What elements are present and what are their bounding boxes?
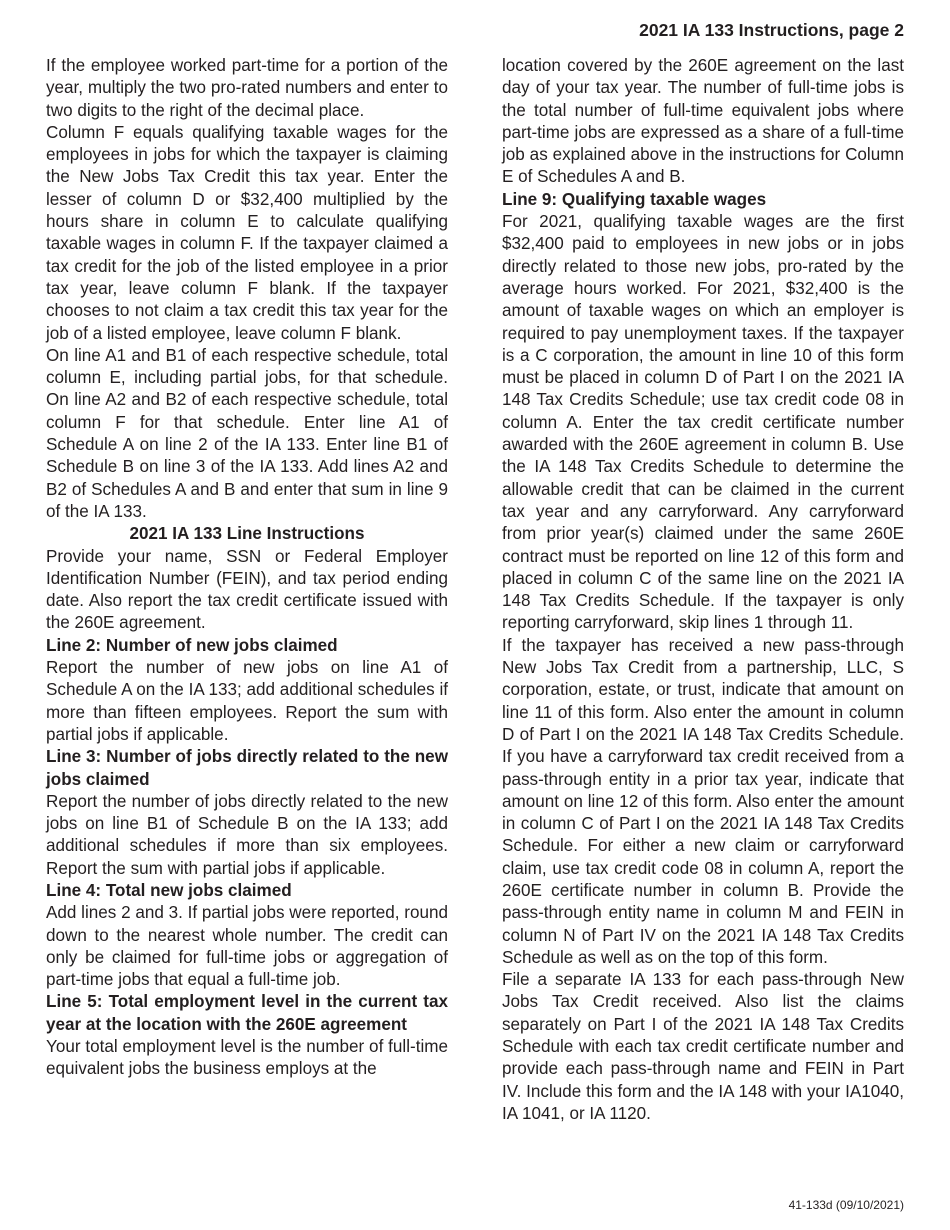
text-line-5: Your total employment level is the number of full-time equivalent jobs the business employs at the xyxy=(46,1037,448,1079)
paragraph-line-totals: On line A1 and B1 of each respective schedule, total column E, including partial jobs, for that schedule. On line A2 and B2 of each respective schedule, total column F for that schedule. Enter line A1 of Schedule A on line 2 of the IA 133. Enter line B1 of Schedule B on line 3 of the IA 133. Add lines A2 and B2 of Schedules A and B and enter that sum in line 9 of the IA 133. xyxy=(46,345,448,521)
page-header-title: 2021 IA 133 Instructions, page 2 xyxy=(639,20,904,40)
heading-line-4: Line 4: Total new jobs claimed xyxy=(46,880,292,900)
text-line-9: For 2021, qualifying taxable wages are the first $32,400 paid to employees in new jobs or in jobs directly related to those new jobs, pro-rated by the average hours worked. For 2021, $32,400 is the amount of taxable wages on which an employer is required to pay unemployment taxes. If the taxpayer is a C corporation, the amount in line 10 of this form must be placed in column D of Part I on the 2021 IA 148 Tax Credits Schedule; use tax credit code 08 in column A. Enter the tax credit certificate number awarded with the 260E agreement in column B. Use the IA 148 Tax Credits Schedule to determine the allowable credit that can be claimed in the current tax year and any carryforward. Any carryforward from prior year(s) claimed under the same 260E contract must be reported on line 12 of this form and placed in column C of the same line on the 2021 IA 148 Tax Credits Schedule. If the taxpayer is only reporting carryforward, skip lines 1 through 11. xyxy=(502,212,904,633)
section-title-line-instructions: 2021 IA 133 Line Instructions xyxy=(129,524,365,544)
paragraph-pass-through: If the taxpayer has received a new pass-through New Jobs Tax Credit from a partnership, LLC, S corporation, estate, or trust, indicate that amount on line 11 of this form. Also enter the amount in column D of Part I on the 2021 IA 148 Tax Credits Schedule. If you have a carryforward tax credit received from a pass-through entity in a prior tax year, indicate that amount on line 12 of this form. Also enter the amount in column C of Part I on the 2021 IA 148 Tax Credits Schedule. For either a new claim or carryforward claim, use tax credit code 08 in column A, report the 260E certificate number in column B. Provide the pass-through entity name in column M and FEIN in column N of Part IV on the 2021 IA 148 Tax Credits Schedule as well as on the top of this form. xyxy=(502,635,904,967)
heading-line-3: Line 3: Number of jobs directly related to the new jobs claimed xyxy=(46,747,448,789)
text-line-2: Report the number of new jobs on line A1 of Schedule A on the IA 133; add additional schedules if more than fifteen employees. Report the sum with partial jobs if applicable. xyxy=(46,658,449,744)
heading-line-5: Line 5: Total employment level in the current tax year at the location with the 260E agreement xyxy=(46,992,448,1034)
left-column xyxy=(46,55,448,1081)
paragraph-location-continued: location covered by the 260E agreement on the last day of your tax year. The number of full-time jobs is the total number of full-time equivalent jobs where part-time jobs are expressed as a share of a full-time job as explained above in the instructions for Column E of Schedules A and B. xyxy=(502,56,904,187)
text-line-4: Add lines 2 and 3. If partial jobs were reported, round down to the nearest whole number. The credit can only be claimed for full-time jobs or aggregation of part-time jobs that equal a full-time job. xyxy=(46,903,448,990)
right-column xyxy=(502,55,904,1125)
paragraph-part-time: If the employee worked part-time for a portion of the year, multiply the two pro-rated numbers and enter to two digits to the right of the decimal place. xyxy=(46,56,448,120)
paragraph-column-f: Column F equals qualifying taxable wages for the employees in jobs for which the taxpayer is claiming the New Jobs Tax Credit this tax year. Enter the lesser of column D or $32,400 multiplied by the hours share in column E to calculate qualifying taxable wages in column F. If the taxpayer claimed a tax credit for the job of the listed employee in a prior tax year, leave column F blank. If the taxpayer chooses to not claim a tax credit this tax year for the job of a listed employee, leave column F blank. xyxy=(46,122,448,343)
paragraph-identification: Provide your name, SSN or Federal Employer Identification Number (FEIN), and tax period ending date. Also report the tax credit certificate issued with the 260E agreement. xyxy=(46,546,448,633)
heading-line-9: Line 9: Qualifying taxable wages xyxy=(502,189,767,209)
form-code-footer: 41-133d (09/10/2021) xyxy=(788,1198,904,1212)
paragraph-separate-filing: File a separate IA 133 for each pass-through New Jobs Tax Credit received. Also list the claims separately on Part I of the 2021 IA 148 Tax Credits Schedule with each tax credit certificate number and provide each pass-through name and FEIN in Part IV. Include this form and the IA 148 with your IA1040, IA 1041, or IA 1120. xyxy=(502,970,904,1123)
text-line-3: Report the number of jobs directly related to the new jobs on line B1 of Schedule B on the IA 133; add additional schedules if more than six employees. Report the sum with partial jobs if applicable. xyxy=(46,791,448,878)
heading-line-2: Line 2: Number of new jobs claimed xyxy=(46,635,338,655)
